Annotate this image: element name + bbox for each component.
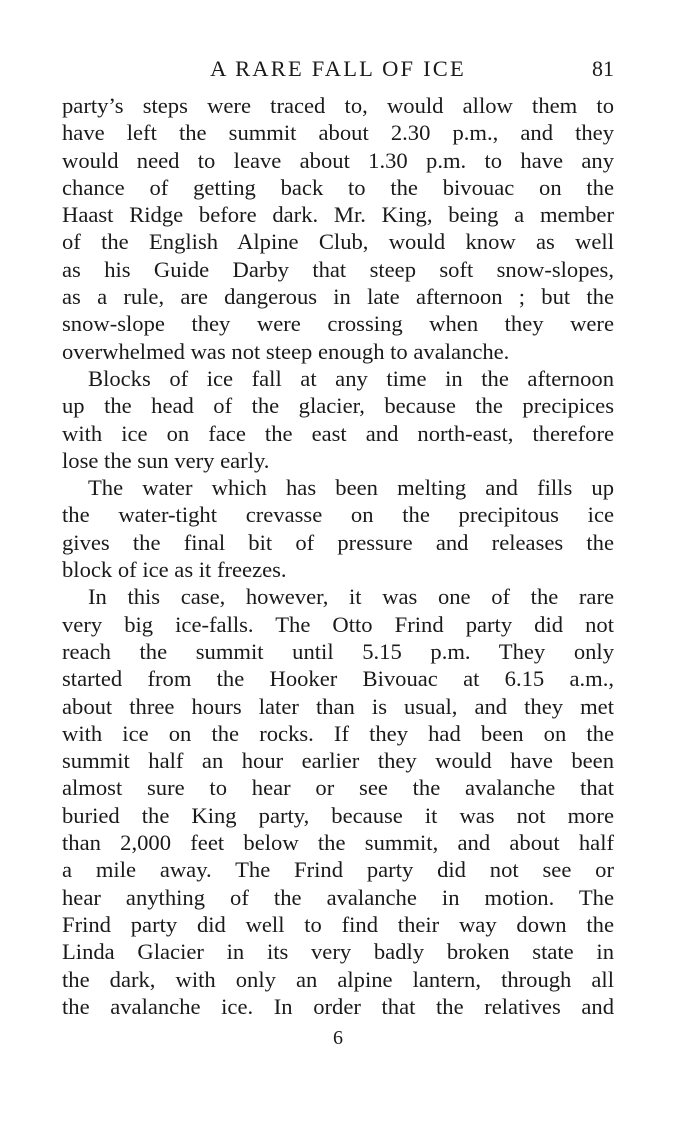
text-line: about three hours later than is usual, and they met (62, 693, 614, 719)
page-number: 81 (592, 56, 614, 81)
text-line: with ice on the rocks. If they had been on the (62, 720, 614, 746)
text-line: Frind party did well to find their way down the (62, 911, 614, 937)
text-line: In this case, however, it was one of the rare (88, 584, 614, 610)
text-line: the avalanche ice. In order that the relatives and (62, 993, 614, 1019)
page-header (62, 52, 614, 88)
text-line: Blocks of ice fall at any time in the afternoon (88, 365, 614, 391)
text-line: summit half an hour earlier they would have been (62, 748, 614, 774)
text-line: lose the sun very early. (62, 447, 270, 473)
text-line: party’s steps were traced to, would allow them to (62, 93, 614, 118)
body-text (62, 92, 614, 1020)
text-line: snow-slope they were crossing when they were (62, 311, 614, 337)
text-line: chance of getting back to the bivouac on the (62, 174, 614, 200)
text-line: up the head of the glacier, because the precipices (62, 393, 614, 419)
text-line: a mile away. The Frind party did not see or (62, 857, 614, 883)
text-line: overwhelmed was not steep enough to avalanche. (62, 338, 510, 364)
text-line: block of ice as it freezes. (62, 557, 287, 583)
text-line: than 2,000 feet below the summit, and about half (62, 830, 614, 856)
text-line: almost sure to hear or see the avalanche that (62, 775, 614, 801)
text-line: started from the Hooker Bivouac at 6.15 a.m., (62, 666, 614, 692)
text-line: The water which has been melting and fills up (88, 475, 614, 501)
text-line: hear anything of the avalanche in motion. The (62, 884, 614, 910)
text-line: Linda Glacier in its very badly broken state in (62, 939, 614, 965)
text-line: have left the summit about 2.30 p.m., and they (62, 120, 614, 146)
text-line: gives the final bit of pressure and releases the (62, 529, 614, 555)
text-line: of the English Alpine Club, would know as well (62, 229, 614, 255)
text-line: with ice on face the east and north-east, therefore (62, 420, 614, 446)
text-line: as a rule, are dangerous in late afternoon ; but the (62, 284, 614, 310)
signature-mark: 6 (333, 1027, 343, 1050)
text-line: as his Guide Darby that steep soft snow-slopes, (62, 256, 614, 282)
text-line: reach the summit until 5.15 p.m. They only (62, 638, 614, 664)
text-line: would need to leave about 1.30 p.m. to have any (62, 147, 614, 173)
text-line: the water-tight crevasse on the precipitous ice (62, 502, 614, 528)
text-line: very big ice-falls. The Otto Frind party did not (62, 611, 614, 637)
text-line: the dark, with only an alpine lantern, through all (62, 966, 614, 992)
text-line: Haast Ridge before dark. Mr. King, being a member (62, 202, 614, 228)
book-page (62, 52, 614, 1052)
running-title: A RARE FALL OF ICE (210, 56, 466, 81)
text-line: buried the King party, because it was not more (62, 802, 614, 828)
